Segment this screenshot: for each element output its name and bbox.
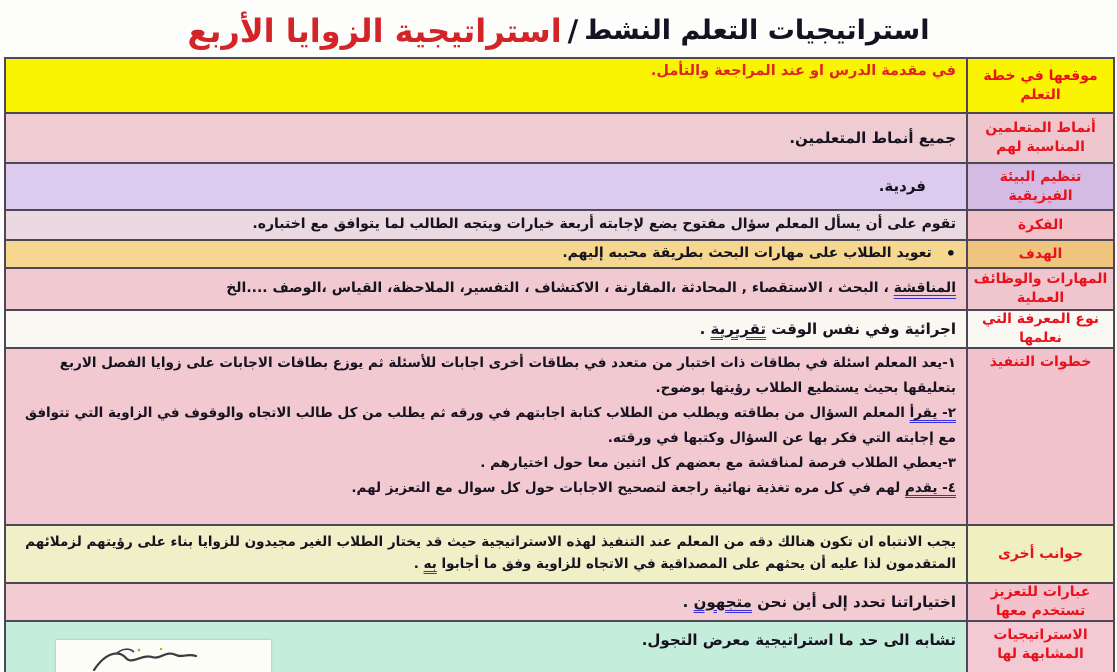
row-content-knowledge-type bbox=[6, 311, 966, 347]
aspects-pre: يجب الانتباه ان تكون هنالك دقه من المعلم عند التنفيذ لهذه الاستراتيجية حيث قد يختار الطلاب الغير مجيدون للزوايا بناء على رؤيتهم لزملائهم المتقدمون لذا عليه أن يحثهم على المصداقية في الاتجاه للزاوية وفق ما أجابوا bbox=[25, 534, 956, 572]
table-row bbox=[6, 526, 1113, 584]
title-separator: / bbox=[567, 13, 579, 48]
underlined-term: ٢- يقرأ bbox=[909, 404, 956, 421]
table-row bbox=[6, 349, 1113, 526]
row-content-similar-strategies bbox=[6, 622, 966, 672]
aspects-post: . bbox=[413, 556, 424, 572]
step-2 bbox=[12, 401, 956, 451]
step-3: ٣-يعطي الطلاب فرصة لمناقشة مع بعضهم كل اثنين معا حول اختيارهم . bbox=[480, 454, 956, 471]
phrase-post: . bbox=[682, 592, 694, 611]
underlined-term: تقريرية bbox=[710, 319, 766, 338]
table-row bbox=[6, 622, 1113, 672]
row-label-knowledge-type: نوع المعرفة التي نعلمها bbox=[966, 311, 1113, 347]
knowledge-pre: اجرائية وفي نفس الوقت bbox=[766, 319, 956, 338]
row-label-execution-steps: خطوات التنفيذ bbox=[966, 349, 1113, 524]
underlined-term: المناقشة bbox=[893, 280, 956, 297]
row-content-skills-functions bbox=[6, 269, 966, 309]
row-content-execution-steps bbox=[6, 349, 966, 524]
row-content-position-in-plan: في مقدمة الدرس او عند المراجعة والتأمل. bbox=[6, 59, 966, 112]
similar-strategies-text: تشابه الى حد ما استراتيجية معرض التجول. bbox=[641, 631, 956, 649]
table-row bbox=[6, 164, 1113, 211]
page-title bbox=[0, 0, 1117, 57]
row-label-idea: الفكرة bbox=[966, 211, 1113, 239]
row-content-reinforcement-phrases bbox=[6, 584, 966, 620]
skills-list: ، البحث ، الاستقصاء , المحادثة ،المقارنة ، الاكتشاف ، التفسير، الملاحظة، القياس ،الوصف ....الخ bbox=[226, 280, 894, 297]
row-label-position-in-plan: موقعها في خطة التعلم bbox=[966, 59, 1113, 112]
step-4 bbox=[12, 476, 956, 501]
title-red-part: استراتيجية الزوايا الأربع bbox=[187, 11, 562, 50]
table-row bbox=[6, 114, 1113, 164]
step-1: ١-يعد المعلم اسئلة في بطاقات ذات اختبار من متعدد في بطاقات أخرى اجابات للأسئلة ثم يوزع بطاقات الاجابات على زوايا الفصل الاربع بتعليقها بحيث يستطيع الطلاب رؤيتها بوضوح. bbox=[59, 355, 956, 396]
row-content-physical-environment: فردية. bbox=[6, 164, 966, 209]
row-label-physical-environment: تنظيم البيئة الفيزيقية bbox=[966, 164, 1113, 209]
row-label-other-aspects: جوانب أخرى bbox=[966, 526, 1113, 582]
table-row bbox=[6, 59, 1113, 114]
row-label-similar-strategies: الاستراتيجيات المشابهة لها bbox=[966, 622, 1113, 672]
row-label-learner-types: أنماط المتعلمين المناسبة لهم bbox=[966, 114, 1113, 162]
row-label-skills-functions: المهارات والوظائف العملية bbox=[966, 269, 1113, 309]
steps-list bbox=[12, 351, 956, 501]
table-row bbox=[6, 269, 1113, 311]
row-content-learner-types: جميع أنماط المتعلمين. bbox=[6, 114, 966, 162]
phrase-pre: اختياراتنا تحدد إلى أين نحن bbox=[751, 592, 956, 611]
signature-image bbox=[64, 644, 264, 672]
table-row bbox=[6, 241, 1113, 269]
underlined-term: به bbox=[423, 556, 437, 572]
row-label-reinforcement-phrases: عبارات للتعزيز تستخدم معها bbox=[966, 584, 1113, 620]
row-content-other-aspects bbox=[6, 526, 966, 582]
table-row bbox=[6, 211, 1113, 241]
title-black-part: استراتيجيات التعلم النشط bbox=[584, 15, 930, 46]
row-content-goal bbox=[6, 241, 966, 267]
signature-watermark bbox=[56, 640, 271, 672]
table-row bbox=[6, 311, 1113, 349]
step-4-text: لهم في كل مره تغذية نهائية راجعة لتصحيح الاجابات حول كل سوال مع التعزيز لهم. bbox=[351, 479, 905, 496]
goal-text: تعويد الطلاب على مهارات البحث بطريقة محببه إليهم. bbox=[562, 245, 932, 262]
underlined-term: متجهون bbox=[693, 592, 752, 611]
step-2-text: المعلم السؤال من بطاقته ويطلب من الطلاب كتابة اجابتهم في ورقه ثم يطلب من كل طالب الاتجاه والوقوف في الزاوية التي تتوافق مع إجابته التي فكر بها عن السؤال وكتبها في ورقته. bbox=[25, 404, 956, 446]
row-label-goal: الهدف bbox=[966, 241, 1113, 267]
row-content-idea: تقوم على أن يسأل المعلم سؤال مفتوح يضع لإجابته أربعة خيارات ويتجه الطالب لما يتوافق مع اختباره. bbox=[6, 211, 966, 239]
strategy-table bbox=[4, 57, 1115, 672]
bullet-icon: • bbox=[945, 243, 956, 263]
underlined-term: ٤- يقدم bbox=[904, 479, 956, 496]
table-row bbox=[6, 584, 1113, 622]
knowledge-post: . bbox=[699, 319, 711, 338]
